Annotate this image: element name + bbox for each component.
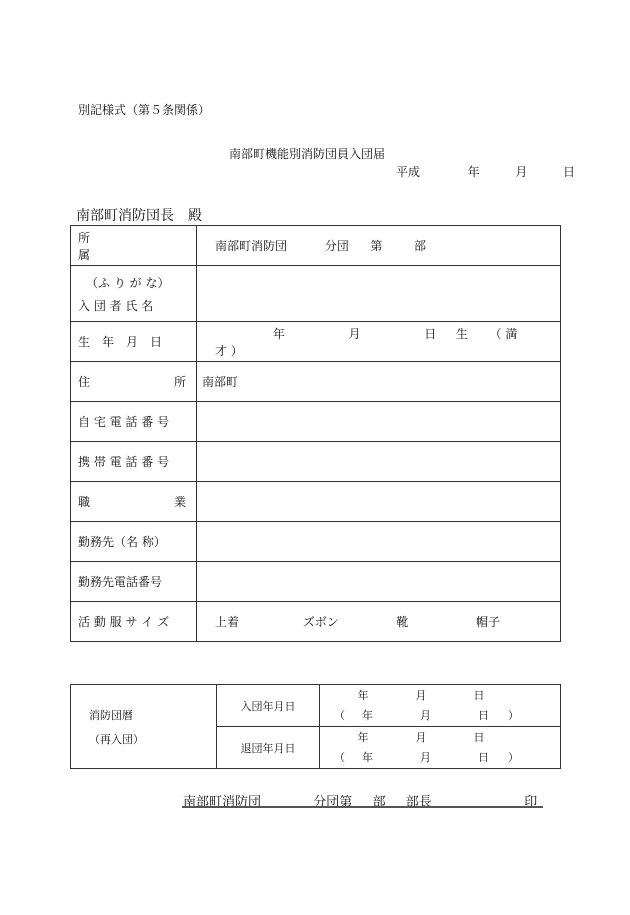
signature-branch: 分団第 — [313, 795, 353, 810]
date-line — [396, 163, 575, 180]
join-paren-close: ） — [508, 708, 519, 722]
row-workplace — [71, 522, 561, 562]
birth-label: 生 年 月 日 — [71, 322, 197, 362]
row-affiliation — [71, 226, 561, 266]
affiliation-bu: 部 — [414, 239, 427, 253]
age-paren-close: ） — [230, 343, 243, 358]
signature-org: 南部町消防団 — [183, 795, 262, 810]
leave-paren-close: ） — [508, 750, 519, 764]
name-field[interactable] — [197, 266, 561, 322]
name-label — [71, 266, 197, 322]
mobile-phone-field[interactable] — [197, 442, 561, 482]
affiliation-branch: 分団 — [324, 239, 349, 253]
row-workplace-phone — [71, 562, 561, 602]
row-home-phone — [71, 402, 561, 442]
affiliation-label: 所 属 — [71, 226, 197, 266]
row-uniform-size — [71, 602, 561, 642]
uniform-jacket: 上着 — [215, 615, 240, 629]
leave-date-field[interactable] — [320, 727, 561, 769]
uniform-size-label: 活 動 服 サ イ ズ — [71, 602, 197, 642]
occupation-label: 職 業 — [71, 482, 197, 522]
signature-underline — [182, 806, 543, 808]
era-label: 平成 — [396, 165, 421, 179]
workplace-label: 勤務先（名 称） — [71, 522, 197, 562]
uniform-size-field[interactable] — [197, 602, 561, 642]
signature-bu: 部 — [372, 795, 386, 810]
affiliation-dai: 第 — [370, 239, 383, 253]
address-prefix: 南部町 — [202, 375, 239, 389]
join-date-field[interactable] — [320, 685, 561, 727]
mobile-phone-label: 携 帯 電 話 番 号 — [71, 442, 197, 482]
row-address — [71, 362, 561, 402]
join-month: 月 — [415, 688, 427, 702]
birth-field[interactable] — [197, 322, 561, 362]
day-label: 日 — [563, 165, 576, 179]
uniform-pants: ズボン — [302, 615, 339, 629]
application-form-table — [70, 225, 561, 642]
addressee: 南部町消防団長 殿 — [76, 208, 202, 224]
address-label: 住 所 — [71, 362, 197, 402]
birth-year: 年 — [272, 326, 285, 341]
affiliation-org: 南部町消防団 — [215, 239, 288, 253]
month-label: 月 — [515, 165, 528, 179]
home-phone-label: 自 宅 電 話 番 号 — [71, 402, 197, 442]
history-sublabel: （再入団） — [89, 732, 144, 746]
row-name — [71, 266, 561, 322]
join-date-label: 入団年月日 — [217, 685, 320, 727]
join-day: 日 — [473, 688, 485, 702]
uniform-hat: 帽子 — [476, 615, 501, 629]
year-label: 年 — [467, 165, 480, 179]
home-phone-field[interactable] — [197, 402, 561, 442]
join-prev-day: 日 — [478, 708, 489, 722]
birth-sei: 生 — [455, 326, 468, 341]
leave-prev-month: 月 — [420, 750, 431, 764]
age-paren-open: （ — [489, 326, 502, 341]
row-mobile-phone — [71, 442, 561, 482]
history-label: 消防団暦 — [89, 708, 133, 722]
join-paren-open: （ — [334, 708, 345, 722]
affiliation-field[interactable] — [197, 226, 561, 266]
form-reference: 別記様式（第５条関係） — [78, 103, 211, 117]
workplace-field[interactable] — [197, 522, 561, 562]
leave-prev-year: 年 — [362, 750, 373, 764]
birth-day: 日 — [424, 326, 437, 341]
workplace-phone-field[interactable] — [197, 562, 561, 602]
leave-year: 年 — [357, 730, 369, 744]
furigana-label: （ふ り が な） — [86, 275, 170, 290]
join-prev-month: 月 — [420, 708, 431, 722]
birth-month: 月 — [348, 326, 361, 341]
join-prev-year: 年 — [362, 708, 373, 722]
applicant-name-label: 入 団 者 氏 名 — [78, 298, 154, 313]
row-birth — [71, 322, 561, 362]
age-sai: 才 — [215, 343, 228, 358]
form-title: 南部町機能別消防団員入団届 — [229, 147, 386, 161]
signature-chief: 部長 — [405, 795, 432, 810]
leave-date-label: 退団年月日 — [217, 727, 320, 769]
address-field[interactable] — [197, 362, 561, 402]
join-year: 年 — [357, 688, 369, 702]
leave-day: 日 — [473, 730, 485, 744]
history-label-cell — [71, 685, 217, 769]
age-man: 満 — [505, 326, 518, 341]
uniform-shoes: 靴 — [396, 615, 409, 629]
signature-seal: 印 — [524, 795, 538, 810]
leave-paren-open: （ — [334, 750, 345, 764]
row-occupation — [71, 482, 561, 522]
history-row-join — [71, 685, 561, 727]
leave-month: 月 — [415, 730, 427, 744]
leave-prev-day: 日 — [478, 750, 489, 764]
history-table — [70, 684, 561, 769]
occupation-field[interactable] — [197, 482, 561, 522]
workplace-phone-label: 勤務先電話番号 — [71, 562, 197, 602]
